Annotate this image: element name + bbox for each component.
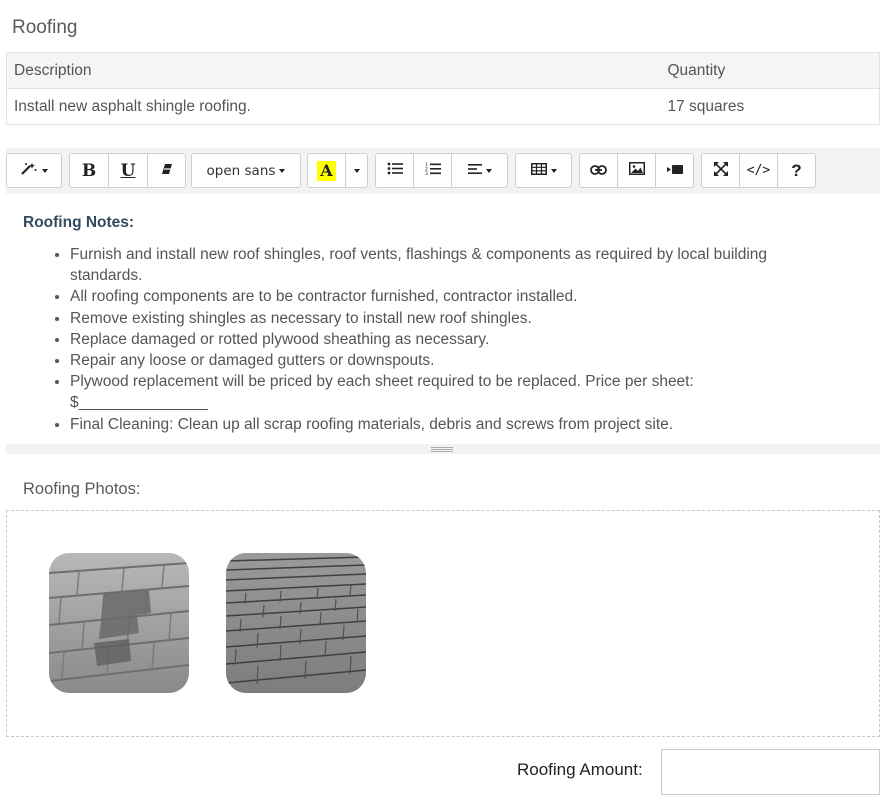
fullscreen-button[interactable]	[701, 153, 740, 188]
svg-text:1: 1	[424, 162, 428, 168]
font-style-group	[69, 153, 186, 188]
table-row	[7, 89, 880, 125]
code-view-button[interactable]: </>	[739, 153, 778, 188]
color-group	[307, 153, 368, 188]
description-header: Description	[7, 53, 661, 89]
help-button[interactable]: ?	[777, 153, 816, 188]
list-item: • Remove existing shingles as necessary to install new roof shingles.	[70, 308, 826, 329]
insert-link-button[interactable]	[579, 153, 618, 188]
table-header-row	[7, 53, 880, 89]
photo-dropzone[interactable]	[6, 510, 880, 737]
expand-icon	[714, 162, 728, 180]
list-item: • Final Cleaning: Clean up all scrap roofing materials, debris and screws from project site.	[70, 414, 826, 435]
chevron-down-icon	[354, 169, 360, 173]
list-item: • Repair any loose or damaged gutters or downspouts.	[70, 350, 826, 371]
style-button[interactable]	[6, 153, 62, 188]
paragraph-align-button[interactable]	[451, 153, 508, 188]
paragraph-group	[375, 153, 508, 188]
line-items-table	[6, 52, 880, 125]
notes-title: Roofing Notes:	[23, 214, 135, 231]
numbered-list-icon	[425, 162, 441, 180]
damaged-shingles-image	[49, 553, 189, 693]
svg-text:3: 3	[424, 171, 428, 176]
bold-button[interactable]: B	[69, 153, 109, 188]
section-title: Roofing	[12, 17, 78, 38]
table-icon	[531, 162, 547, 179]
insert-table-button[interactable]	[515, 153, 572, 188]
amount-input[interactable]	[661, 749, 880, 795]
editor-resize-handle[interactable]	[6, 444, 880, 454]
list-item: • Furnish and install new roof shingles, roof vents, flashings & components as required by local building standards.	[70, 244, 826, 286]
svg-text:2: 2	[424, 167, 428, 172]
picture-icon	[629, 162, 645, 179]
font-family-value: open sans	[206, 162, 276, 179]
quantity-header: Quantity	[661, 53, 880, 89]
bullet-list-icon	[387, 162, 403, 179]
insert-video-button[interactable]	[655, 153, 694, 188]
quantity-cell: 17 squares	[661, 89, 880, 125]
video-icon	[667, 162, 683, 179]
chevron-down-icon	[486, 169, 492, 173]
text-color-button[interactable]	[307, 153, 346, 188]
color-dropdown-button[interactable]	[345, 153, 368, 188]
shingle-roof-image	[226, 553, 366, 693]
font-family-group	[191, 153, 301, 188]
chevron-down-icon	[42, 169, 48, 173]
table-group	[515, 153, 572, 188]
roof-photo-thumbnail[interactable]	[49, 553, 189, 693]
list-item: • Replace damaged or rotted plywood sheathing as necessary.	[70, 329, 826, 350]
font-family-select[interactable]	[191, 153, 301, 188]
editor-content[interactable]	[6, 196, 880, 444]
photos-title: Roofing Photos:	[23, 480, 141, 498]
align-left-icon	[468, 162, 482, 179]
unordered-list-button[interactable]	[375, 153, 414, 188]
roof-photo-thumbnail[interactable]	[226, 553, 366, 693]
grip-icon	[431, 447, 453, 452]
clear-format-button[interactable]	[147, 153, 186, 188]
list-item: • Plywood replacement will be priced by each sheet required to be replaced. Price per sheet: $_______________	[70, 371, 826, 413]
editor-toolbar	[6, 148, 880, 194]
insert-picture-button[interactable]	[617, 153, 656, 188]
magic-wand-icon	[20, 162, 38, 180]
underline-button[interactable]: U	[108, 153, 148, 188]
amount-label: Roofing Amount:	[517, 760, 643, 779]
link-icon	[590, 162, 607, 179]
list-item: • All roofing components are to be contractor furnished, contractor installed.	[70, 286, 826, 307]
insert-group	[579, 153, 694, 188]
description-cell: Install new asphalt shingle roofing.	[7, 89, 661, 125]
eraser-icon	[161, 162, 173, 179]
view-group	[701, 153, 816, 188]
chevron-down-icon	[551, 169, 557, 173]
notes-list	[26, 244, 826, 435]
ordered-list-button[interactable]	[413, 153, 452, 188]
style-group	[6, 153, 62, 188]
highlight-color-icon: A	[317, 161, 335, 181]
chevron-down-icon	[279, 169, 285, 173]
